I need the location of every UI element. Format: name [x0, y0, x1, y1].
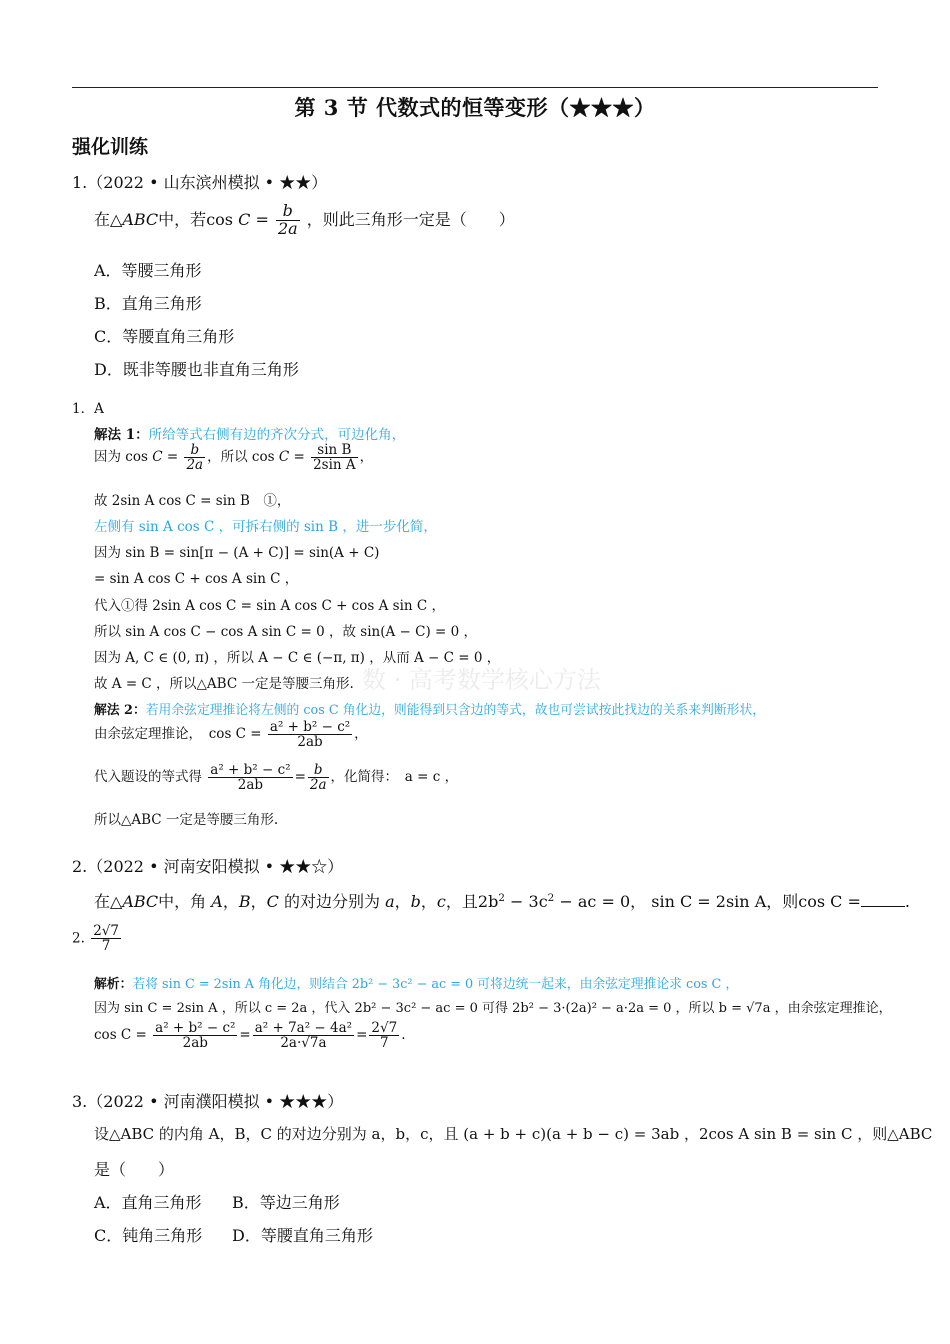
a1-l10-b: ，	[354, 726, 368, 743]
q2-sep2: ，	[250, 892, 267, 911]
q2-stem-c: 中，角	[158, 892, 207, 911]
q1-stem-prefix: 在△	[94, 209, 123, 229]
q1-option-b: B．直角三角形	[94, 294, 202, 313]
a1-line11	[94, 763, 458, 792]
q3-option-a: A．直角三角形	[94, 1193, 202, 1212]
a1-l10-a: 由余弦定理推论， cos C =	[94, 726, 262, 743]
q2-eq1-post: − ac = 0	[554, 892, 631, 911]
a1-line5: = sin A cos C + cos A sin C ，	[94, 571, 299, 587]
q3-option-c: C．钝角三角形	[94, 1226, 203, 1245]
q1-option-d: D．既非等腰也非直角三角形	[94, 360, 299, 379]
q3-option-d: D．等腰直角三角形	[232, 1226, 373, 1245]
q2-answer-blank	[861, 892, 905, 907]
a2-line1: 因为 sin C = 2sin A ，所以 c = 2a ，代入 2b² − 3c² − ac = 0 可得 2b² − 3·(2a)² − a·2a = 0 ，所以 b = √7a ，由余弦定理推论，	[94, 1001, 892, 1016]
a1-method1-label: 解法 1：	[94, 427, 149, 443]
q1-stem-tail: ，则此三角形一定是（ ）	[306, 209, 515, 229]
a2-frac3	[369, 1021, 399, 1050]
a1-line1: 因为 cos C = $\frac{b}{2a}$ ，所以 cos C = $\frac{\text{sin B}}{\text{2sin A}}$ ，	[94, 442, 374, 474]
a1-f3-num: a² + b² − c²	[269, 719, 351, 735]
q1-frac-den: 2a	[277, 218, 298, 238]
a1-line7: 所以 sin A cos C − cos A sin C = 0 ，故 sin(A − C) = 0 ，	[94, 624, 477, 640]
a1-f1-num: b	[184, 443, 205, 458]
a1-f5-den: 2a	[309, 777, 327, 794]
q2-eq1-mid: − 3c	[504, 892, 548, 911]
q2-eq2: sin C = 2sin A	[651, 892, 767, 911]
q1-cos: cos	[206, 209, 233, 229]
a2-line2	[94, 1021, 405, 1050]
a2-f1-den: 2ab	[182, 1035, 208, 1052]
q2-stem: 在△ABC中，角 A，B，C 的对边分别为 a，b，c，且$2b^2 - 3c^2$ − ac = 0， sin C = 2sin A，则cos C = .	[94, 891, 910, 911]
a2-answer-frac	[91, 924, 121, 953]
a1-line9: 故 A = C ，所以△ABC 一定是等腰三角形.	[94, 676, 354, 692]
q1-stem-mid: 中，若	[158, 209, 207, 229]
a2-label: 解析：	[94, 977, 133, 992]
a2-hint-line	[94, 973, 738, 992]
a1-method1	[94, 423, 405, 443]
a1-frac4	[208, 763, 292, 792]
a2-eq2: =	[356, 1027, 368, 1044]
a1-f4-den: 2ab	[237, 777, 264, 794]
a1-line8: 因为 A, C ∈ (0, π) ，所以 A − C ∈ (−π, π) ，从而 A − C = 0 ，	[94, 650, 501, 666]
a2-f1-num: a² + b² − c²	[155, 1020, 236, 1036]
a1-line10	[94, 720, 368, 749]
a2-end: .	[401, 1027, 406, 1044]
q3-stem-line1: 设△ABC 的内角 A，B，C 的对边分别为 a，b，c，且 (a + b + c)(a + b − c) = 3ab ，2cos A sin B = sin C ，则△ABC	[94, 1125, 933, 1143]
a2-number: 2.	[72, 930, 85, 947]
q2-stem-cos: cos C =	[798, 892, 861, 911]
q1-header: 1.（2022 • 山东滨州模拟 • ★★）	[72, 173, 328, 192]
a1-frac1	[184, 443, 205, 472]
a1-f2-den: 2sin A	[313, 457, 356, 474]
q2-sep1: ，	[222, 892, 239, 911]
a2-f3-den: 7	[380, 1035, 389, 1052]
q1-angle: C	[238, 209, 251, 229]
q1-stem	[94, 203, 515, 238]
a2-eq1: =	[239, 1027, 251, 1044]
section-heading: 强化训练	[72, 136, 149, 158]
a1-l1-c: ，	[359, 449, 374, 466]
q2-stem-g: ，	[630, 892, 647, 911]
q1-option-a: A．等腰三角形	[94, 261, 202, 280]
a1-frac3	[268, 720, 352, 749]
q1-option-c: C．等腰直角三角形	[94, 327, 235, 346]
q2-sep3: ，	[394, 892, 411, 911]
q2-stem-h: ，则	[766, 892, 799, 911]
q2-eq1-pre: 2b	[477, 892, 499, 911]
page-title: 第 3 节 代数式的恒等变形（★★★）	[294, 95, 656, 120]
q2-stem-end: .	[904, 892, 910, 911]
q1-triangle: ABC	[122, 209, 159, 229]
watermark: 数 · 高考数学核心方法	[362, 666, 601, 694]
q1-fraction	[276, 203, 300, 238]
header-rule	[72, 87, 878, 88]
a1-line2: 故 2sin A cos C = sin B ①，	[94, 493, 291, 509]
a1-l11-c: ，化简得： a = c ，	[330, 769, 459, 786]
q3-header: 3.（2022 • 河南濮阳模拟 • ★★★）	[72, 1092, 344, 1111]
a1-f3-den: 2ab	[297, 734, 323, 751]
a2-f3-num: 2√7	[371, 1020, 398, 1036]
q2-stem-e: 的对边分别为	[283, 892, 380, 911]
a1-method2	[94, 699, 765, 718]
a2-hint: 若将 sin C = 2sin A 角化边，则结合 2b² − 3c² − ac = 0 可将边统一起来，由余弦定理推论求 cos C ，	[132, 977, 739, 992]
a1-l1-a: 因为 cos	[94, 449, 148, 466]
q3-option-b: B．等边三角形	[232, 1193, 340, 1212]
a2-frac1	[153, 1021, 237, 1050]
a1-frac5	[308, 763, 329, 792]
q2-stem-a: 在△	[94, 892, 123, 911]
q1-frac-num: b	[276, 203, 300, 221]
a1-line12: 所以△ABC 一定是等腰三角形.	[94, 812, 279, 828]
a1-method1-hint: 所给等式右侧有边的齐次分式，可边化角，	[148, 427, 406, 443]
a2-frac2	[253, 1021, 354, 1050]
a2-answer	[72, 924, 123, 953]
a1-f5-num: b	[308, 763, 329, 778]
a1-l1-b: ，所以 cos	[207, 449, 275, 466]
a2-ans-num: 2√7	[93, 923, 119, 939]
a1-frac2	[311, 443, 358, 472]
a1-line3: 左侧有 sin A cos C ，可拆右侧的 sin B ，进一步化简，	[94, 519, 437, 535]
a1-answer: 1．A	[72, 401, 104, 417]
a1-l11-eq: =	[294, 769, 306, 786]
a2-ans-den: 7	[101, 938, 111, 955]
a1-f2-num: sin B	[311, 443, 358, 458]
a1-line4: 因为 sin B = sin[π − (A + C)] = sin(A + C)	[94, 545, 380, 561]
a1-line6: 代入①得 2sin A cos C = sin A cos C + cos A sin C ，	[94, 598, 445, 614]
q1-equals: =	[255, 209, 269, 229]
a1-f1-den: 2a	[186, 457, 204, 474]
q2-stem-f: ，且	[445, 892, 478, 911]
q2-triangle: ABC	[122, 892, 159, 911]
a1-f4-num: a² + b² − c²	[210, 762, 291, 778]
a2-l2-pre: cos C =	[94, 1027, 147, 1044]
a1-l11-a: 代入题设的等式得	[94, 769, 202, 786]
q3-stem-line2: 是（ ）	[94, 1160, 175, 1179]
q2-header: 2.（2022 • 河南安阳模拟 • ★★☆）	[72, 857, 344, 876]
q2-sep4: ，	[420, 892, 437, 911]
a2-f2-num: a² + 7a² − 4a²	[254, 1020, 353, 1036]
a2-f2-den: 2a·√7a	[280, 1035, 327, 1052]
a1-method2-label: 解法 2：	[94, 703, 146, 718]
a1-method2-hint: 若用余弦定理推论将左侧的 cos C 角化边，则能得到只含边的等式，故也可尝试按此找边的关系来判断形状，	[145, 703, 766, 718]
